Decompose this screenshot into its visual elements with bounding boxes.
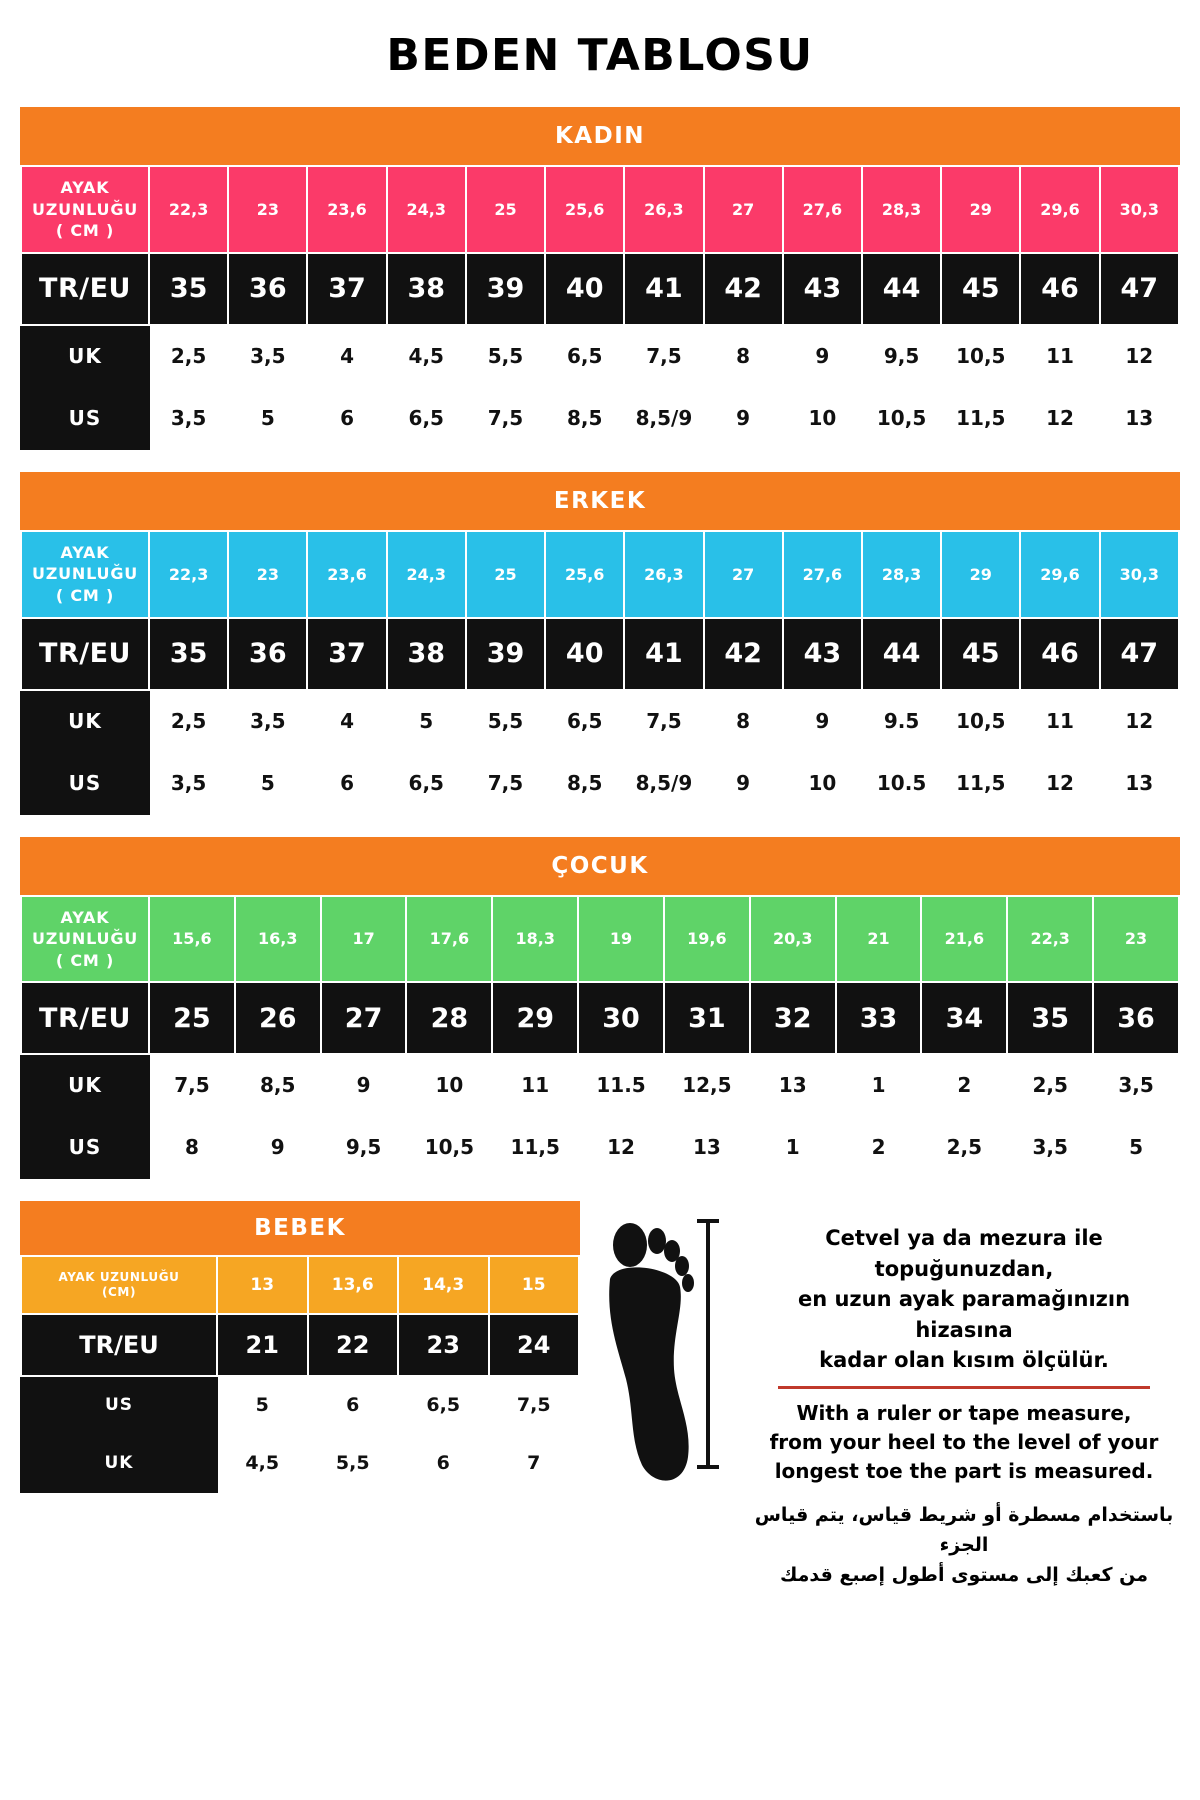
cell: 1 xyxy=(750,1116,836,1178)
cell: 38 xyxy=(387,618,466,690)
cell: 46 xyxy=(1020,253,1099,325)
cell: 27 xyxy=(321,982,407,1054)
cell: 3,5 xyxy=(149,752,228,814)
row-us-erkek xyxy=(21,752,1179,814)
page-title: BEDEN TABLOSU xyxy=(386,30,814,81)
cell: 8,5 xyxy=(545,387,624,449)
cell: 19 xyxy=(578,896,664,983)
cell: 31 xyxy=(664,982,750,1054)
row-label-treu: TR/EU xyxy=(21,618,149,690)
cell: 21 xyxy=(836,896,922,983)
cell: 30 xyxy=(578,982,664,1054)
section-header-kadin: KADIN xyxy=(20,107,1180,165)
cell: 25,6 xyxy=(545,531,624,618)
cell: 3,5 xyxy=(1007,1116,1093,1178)
cell: 10 xyxy=(406,1054,492,1116)
cell: 9,5 xyxy=(321,1116,407,1178)
cell: 37 xyxy=(307,253,386,325)
cell: 15 xyxy=(489,1256,580,1314)
cell: 17 xyxy=(321,896,407,983)
cell: 40 xyxy=(545,618,624,690)
cell: 6,5 xyxy=(387,752,466,814)
cell: 40 xyxy=(545,253,624,325)
cell: 24,3 xyxy=(387,166,466,253)
cell: 6,5 xyxy=(545,325,624,387)
cell: 12 xyxy=(1100,325,1179,387)
cell: 9 xyxy=(235,1116,321,1178)
row-label-uk: UK xyxy=(21,690,149,752)
table-bebek xyxy=(20,1255,580,1493)
cell: 10,5 xyxy=(862,387,941,449)
cell: 7,5 xyxy=(489,1376,580,1434)
cell: 28 xyxy=(406,982,492,1054)
cell: 28,3 xyxy=(862,531,941,618)
cell: 6,5 xyxy=(398,1376,489,1434)
cell: 27 xyxy=(704,531,783,618)
section-cocuk xyxy=(20,837,1180,1180)
cell: 8,5/9 xyxy=(624,387,703,449)
cell: 5 xyxy=(228,752,307,814)
instruction-en: With a ruler or tape measure, from your heel to the level of your longest toe the part is measured. xyxy=(769,1400,1159,1483)
cell: 11 xyxy=(1020,325,1099,387)
cell: 29 xyxy=(941,166,1020,253)
cell: 4 xyxy=(307,325,386,387)
section-kadin xyxy=(20,107,1180,450)
cell: 6 xyxy=(307,752,386,814)
cell: 3,5 xyxy=(1093,1054,1179,1116)
cell: 5 xyxy=(228,387,307,449)
row-treu-erkek xyxy=(21,618,1179,690)
cell: 7,5 xyxy=(149,1054,235,1116)
cell: 36 xyxy=(1093,982,1179,1054)
cell: 30,3 xyxy=(1100,166,1179,253)
cell: 38 xyxy=(387,253,466,325)
cell: 21 xyxy=(217,1314,308,1376)
cell: 41 xyxy=(624,253,703,325)
cell: 25 xyxy=(149,982,235,1054)
row-label-us: US xyxy=(21,752,149,814)
row-foot-length-cocuk xyxy=(21,896,1179,983)
cell: 35 xyxy=(1007,982,1093,1054)
table-cocuk xyxy=(20,895,1180,1180)
cell: 35 xyxy=(149,618,228,690)
cell: 33 xyxy=(836,982,922,1054)
cell: 24,3 xyxy=(387,531,466,618)
cell: 12 xyxy=(578,1116,664,1178)
cell: 26 xyxy=(235,982,321,1054)
row-foot-length-erkek xyxy=(21,531,1179,618)
cell: 16,3 xyxy=(235,896,321,983)
cell: 41 xyxy=(624,618,703,690)
cell: 24 xyxy=(489,1314,580,1376)
cell: 22,3 xyxy=(149,531,228,618)
cell: 2 xyxy=(921,1054,1007,1116)
row-label-us: US xyxy=(21,1376,217,1434)
cell: 45 xyxy=(941,618,1020,690)
cell: 2,5 xyxy=(149,325,228,387)
cell: 28,3 xyxy=(862,166,941,253)
cell: 10.5 xyxy=(862,752,941,814)
cell: 30,3 xyxy=(1100,531,1179,618)
cell: 23 xyxy=(398,1314,489,1376)
cell: 10,5 xyxy=(941,690,1020,752)
cell: 27,6 xyxy=(783,531,862,618)
cell: 4,5 xyxy=(217,1434,308,1492)
cell: 10,5 xyxy=(406,1116,492,1178)
row-label-uk: UK xyxy=(21,1054,149,1116)
section-header-bebek: BEBEK xyxy=(20,1201,580,1255)
row-label-foot-length: AYAK UZUNLUĞU ( CM ) xyxy=(21,166,149,253)
cell: 5,5 xyxy=(308,1434,399,1492)
cell: 35 xyxy=(149,253,228,325)
instruction-ar: باستخدام مسطرة أو شريط قياس، يتم قياس الجزء من كعبك إلى مستوى أطول إصبع قدمك xyxy=(754,1503,1174,1587)
cell: 29 xyxy=(492,982,578,1054)
cell: 2,5 xyxy=(921,1116,1007,1178)
cell: 14,3 xyxy=(398,1256,489,1314)
cell: 7 xyxy=(489,1434,580,1492)
bottom-section xyxy=(20,1201,1180,1590)
cell: 6 xyxy=(308,1376,399,1434)
cell: 26,3 xyxy=(624,531,703,618)
cell: 9 xyxy=(783,690,862,752)
cell: 45 xyxy=(941,253,1020,325)
cell: 18,3 xyxy=(492,896,578,983)
cell: 11.5 xyxy=(578,1054,664,1116)
row-label-foot-length: AYAK UZUNLUĞU ( CM ) xyxy=(21,896,149,983)
cell: 26,3 xyxy=(624,166,703,253)
cell: 47 xyxy=(1100,618,1179,690)
cell: 8 xyxy=(704,690,783,752)
cell: 11 xyxy=(492,1054,578,1116)
row-label-uk: UK xyxy=(21,1434,217,1492)
cell: 7,5 xyxy=(466,387,545,449)
cell: 13 xyxy=(1100,387,1179,449)
section-header-cocuk: ÇOCUK xyxy=(20,837,1180,895)
cell: 10 xyxy=(783,387,862,449)
cell: 44 xyxy=(862,618,941,690)
cell: 46 xyxy=(1020,618,1099,690)
cell: 7,5 xyxy=(624,690,703,752)
cell: 2,5 xyxy=(149,690,228,752)
cell: 12,5 xyxy=(664,1054,750,1116)
cell: 29,6 xyxy=(1020,166,1099,253)
cell: 34 xyxy=(921,982,1007,1054)
cell: 47 xyxy=(1100,253,1179,325)
cell: 9.5 xyxy=(862,690,941,752)
cell: 23,6 xyxy=(307,531,386,618)
foot-measure-illustration xyxy=(580,1201,730,1489)
cell: 15,6 xyxy=(149,896,235,983)
section-header-erkek: ERKEK xyxy=(20,472,1180,530)
footprint-icon xyxy=(600,1219,696,1489)
cell: 29,6 xyxy=(1020,531,1099,618)
cell: 8,5 xyxy=(545,752,624,814)
cell: 27,6 xyxy=(783,166,862,253)
section-erkek xyxy=(20,472,1180,815)
cell: 13 xyxy=(664,1116,750,1178)
cell: 12 xyxy=(1020,387,1099,449)
divider xyxy=(778,1386,1150,1389)
table-erkek xyxy=(20,530,1180,815)
cell: 29 xyxy=(941,531,1020,618)
cell: 4 xyxy=(307,690,386,752)
section-bebek xyxy=(20,1201,580,1493)
row-foot-length-kadin xyxy=(21,166,1179,253)
cell: 8,5 xyxy=(235,1054,321,1116)
row-treu-bebek xyxy=(21,1314,579,1376)
row-label-foot-length: AYAK UZUNLUĞU (CM) xyxy=(21,1256,217,1314)
cell: 3,5 xyxy=(228,690,307,752)
cell: 9 xyxy=(704,752,783,814)
cell: 11 xyxy=(1020,690,1099,752)
cell: 9 xyxy=(783,325,862,387)
cell: 4,5 xyxy=(387,325,466,387)
cell: 5 xyxy=(387,690,466,752)
cell: 43 xyxy=(783,618,862,690)
cell: 3,5 xyxy=(228,325,307,387)
row-label-foot-length: AYAK UZUNLUĞU ( CM ) xyxy=(21,531,149,618)
cell: 39 xyxy=(466,253,545,325)
cell: 25,6 xyxy=(545,166,624,253)
row-uk-bebek xyxy=(21,1434,579,1492)
row-label-us: US xyxy=(21,387,149,449)
cell: 21,6 xyxy=(921,896,1007,983)
cell: 23 xyxy=(1093,896,1179,983)
row-label-uk: UK xyxy=(21,325,149,387)
table-kadin xyxy=(20,165,1180,450)
row-uk-cocuk xyxy=(21,1054,1179,1116)
cell: 13 xyxy=(217,1256,308,1314)
row-us-kadin xyxy=(21,387,1179,449)
cell: 7,5 xyxy=(466,752,545,814)
cell: 11,5 xyxy=(941,752,1020,814)
cell: 12 xyxy=(1100,690,1179,752)
cell: 8,5/9 xyxy=(624,752,703,814)
cell: 6,5 xyxy=(545,690,624,752)
cell: 5,5 xyxy=(466,690,545,752)
row-label-treu: TR/EU xyxy=(21,1314,217,1376)
measure-instructions xyxy=(730,1201,1180,1590)
cell: 23,6 xyxy=(307,166,386,253)
cell: 42 xyxy=(704,253,783,325)
cell: 6,5 xyxy=(387,387,466,449)
cell: 36 xyxy=(228,618,307,690)
cell: 17,6 xyxy=(406,896,492,983)
cell: 5,5 xyxy=(466,325,545,387)
row-us-cocuk xyxy=(21,1116,1179,1178)
cell: 42 xyxy=(704,618,783,690)
cell: 25 xyxy=(466,166,545,253)
cell: 13,6 xyxy=(308,1256,399,1314)
cell: 7,5 xyxy=(624,325,703,387)
cell: 11,5 xyxy=(941,387,1020,449)
cell: 22 xyxy=(308,1314,399,1376)
cell: 9 xyxy=(321,1054,407,1116)
cell: 11,5 xyxy=(492,1116,578,1178)
cell: 22,3 xyxy=(1007,896,1093,983)
cell: 12 xyxy=(1020,752,1099,814)
cell: 10,5 xyxy=(941,325,1020,387)
cell: 8 xyxy=(704,325,783,387)
instruction-tr: Cetvel ya da mezura ile topuğunuzdan, en uzun ayak paramağınızın hizasına kadar olan kısım ölçülür. xyxy=(797,1226,1131,1373)
cell: 13 xyxy=(750,1054,836,1116)
cell: 43 xyxy=(783,253,862,325)
cell: 2,5 xyxy=(1007,1054,1093,1116)
cell: 5 xyxy=(217,1376,308,1434)
cell: 8 xyxy=(149,1116,235,1178)
row-us-bebek xyxy=(21,1376,579,1434)
row-label-treu: TR/EU xyxy=(21,982,149,1054)
cell: 27 xyxy=(704,166,783,253)
cell: 6 xyxy=(398,1434,489,1492)
cell: 2 xyxy=(836,1116,922,1178)
row-treu-cocuk xyxy=(21,982,1179,1054)
cell: 39 xyxy=(466,618,545,690)
cell: 1 xyxy=(836,1054,922,1116)
cell: 23 xyxy=(228,531,307,618)
row-uk-erkek xyxy=(21,690,1179,752)
cell: 20,3 xyxy=(750,896,836,983)
cell: 6 xyxy=(307,387,386,449)
cell: 22,3 xyxy=(149,166,228,253)
ruler-line xyxy=(706,1219,710,1469)
cell: 44 xyxy=(862,253,941,325)
cell: 13 xyxy=(1100,752,1179,814)
cell: 37 xyxy=(307,618,386,690)
row-label-us: US xyxy=(21,1116,149,1178)
row-uk-kadin xyxy=(21,325,1179,387)
cell: 36 xyxy=(228,253,307,325)
cell: 9 xyxy=(704,387,783,449)
cell: 23 xyxy=(228,166,307,253)
cell: 10 xyxy=(783,752,862,814)
cell: 32 xyxy=(750,982,836,1054)
row-label-treu: TR/EU xyxy=(21,253,149,325)
cell: 19,6 xyxy=(664,896,750,983)
cell: 25 xyxy=(466,531,545,618)
cell: 9,5 xyxy=(862,325,941,387)
row-treu-kadin xyxy=(21,253,1179,325)
cell: 3,5 xyxy=(149,387,228,449)
cell: 5 xyxy=(1093,1116,1179,1178)
row-foot-length-bebek xyxy=(21,1256,579,1314)
